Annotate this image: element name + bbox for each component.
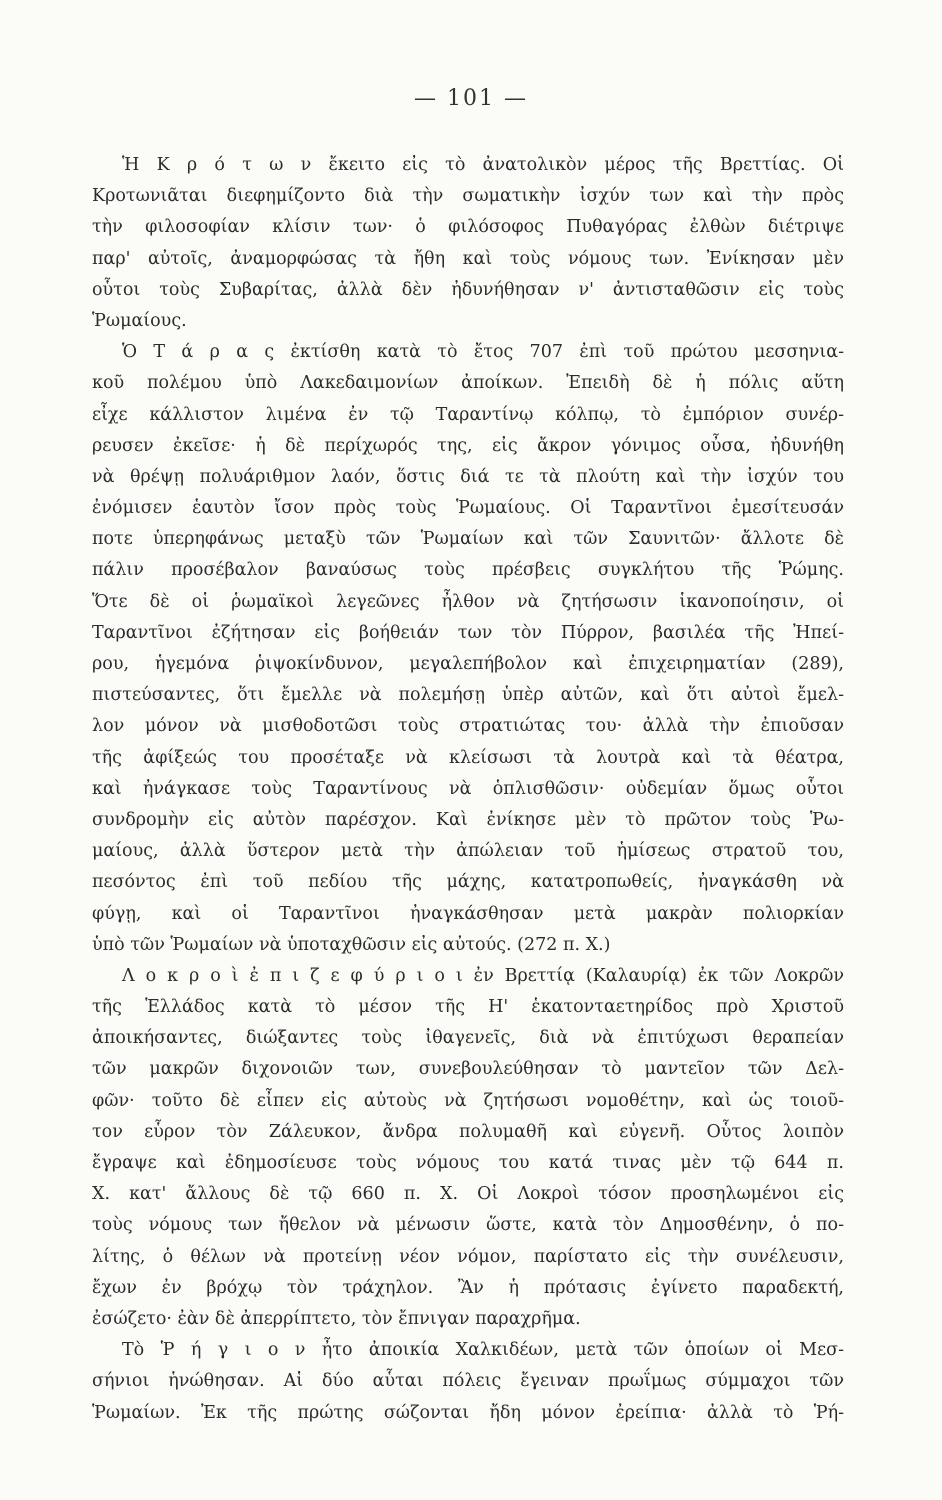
text-line: ὑπὸ τῶν Ῥωμαίων νὰ ὑποταχθῶσιν εἰς αὐτούς. (272 π. Χ.) [92,934,611,955]
text-line: πιστεύσαντες, ὅτι ἔμελλε νὰ πολεμήσῃ ὑπὲρ αὐτῶν, καὶ ὅτι αὐτοὶ ἔμελ- [92,685,844,706]
text-line: πάλιν προσέβαλον βαναύσως τοὺς πρέσβεις συγκλήτου τῆς Ῥώμης. [92,560,844,581]
text-line: ἐσώζετο· ἐὰν δὲ ἀπερρίπτετο, τὸν ἔπνιγαν παραχρῆμα. [92,1308,581,1329]
text-line: συνδρομὴν εἰς αὐτὸν παρέσχον. Καὶ ἐνίκησε μὲν τὸ πρῶτον τοὺς Ῥω- [92,809,844,830]
text-line: ἔχων ἐν βρόχῳ τὸν τράχηλον. Ἂν ἡ πρότασις ἐγίνετο παραδεκτή, [92,1277,844,1298]
text-line: τον εὗρον τὸν Ζάλευκον, ἄνδρα πολυμαθῆ καὶ εὐγενῆ. Οὗτος λοιπὸν [92,1121,844,1142]
text-line: πεσόντος ἐπὶ τοῦ πεδίου τῆς μάχης, κατατροπωθείς, ἠναγκάσθη νὰ [92,872,844,893]
text-line: Ῥωμαίων. Ἐκ τῆς πρώτης σώζονται ἤδη μόνον ἐρείπια· ἀλλὰ τὸ Ῥή- [92,1402,844,1423]
text-line: Ἡ Κ ρ ό τ ω ν ἔκειτο εἰς τὸ ἀνατολικὸν μέρος τῆς Βρεττίας. Οἱ [122,155,844,175]
text-line: Χ. κατ' ἄλλους δὲ τῷ 660 π. Χ. Οἱ Λοκροὶ τόσον προσηλωμένοι εἰς [92,1184,844,1205]
text-line: λίτης, ὁ θέλων νὰ προτείνῃ νέον νόμον, παρίστατο εἰς τὴν συνέλευσιν, [92,1246,844,1267]
text-line: Λ ο κ ρ ο ὶ ἐ π ι ζ ε φ ύ ρ ι ο ι ἐν Βρεττίᾳ (Καλαυρίᾳ) ἐκ τῶν Λοκρῶν [122,965,844,986]
text-line: ἔγραψε καὶ ἐδημοσίευσε τοὺς νόμους του κατά τινας μὲν τῷ 644 π. [92,1153,844,1173]
text-line: κοῦ πολέμου ὑπὸ Λακεδαιμονίων ἀποίκων. Ἐπειδὴ δὲ ἡ πόλις αὕτη [92,373,844,394]
text-line: ρευσεν ἐκεῖσε· ἡ δὲ περίχωρός της, εἰς ἄκρον γόνιμος οὖσα, ἠδυνήθη [92,435,844,456]
text-line: νὰ θρέψῃ πολυάριθμον λαόν, ὅστις διά τε τὰ πλούτη καὶ τὴν ἰσχύν του [92,466,844,487]
text-line: φύγῃ, καὶ οἱ Ταραντῖνοι ἠναγκάσθησαν μετὰ μακρὰν πολιορκίαν [92,903,844,924]
text-line: Τὸ Ῥ ή γ ι ο ν ἦτο ἀποικία Χαλκιδέων, μετὰ τῶν ὁποίων οἱ Μεσ- [122,1340,844,1361]
text-line: καὶ ἠνάγκασε τοὺς Ταραντίνους νὰ ὁπλισθῶσιν· οὐδεμίαν ὅμως οὗτοι [92,778,844,799]
body-text [92,150,844,1429]
text-line: ποτε ὑπερηφάνως μεταξὺ τῶν Ῥωμαίων καὶ τῶν Σαυνιτῶν· ἄλλοτε δὲ [92,529,844,550]
text-line: ἀποικήσαντες, διώξαντες τοὺς ἰθαγενεῖς, διὰ νὰ ἐπιτύχωσι θεραπείαν [92,1028,844,1049]
text-line: τὴν φιλοσοφίαν κλίσιν των· ὁ φιλόσοφος Πυθαγόρας ἐλθὼν διέτριψε [92,217,844,238]
text-line: τῆς Ἑλλάδος κατὰ τὸ μέσον τῆς Η' ἑκατονταετηρίδος πρὸ Χριστοῦ [92,997,844,1018]
text-line: τῶν μακρῶν διχονοιῶν των, συνεβουλεύθησαν τὸ μαντεῖον τῶν Δελ- [92,1059,844,1080]
text-line: τοὺς νόμους των ἤθελον νὰ μένωσιν ὥστε, κατὰ τὸν Δημοσθένην, ὁ πο- [92,1215,844,1236]
text-line: Ῥωμαίους. [92,310,187,331]
text-line: εἶχε κάλλιστον λιμένα ἐν τῷ Ταραντίνῳ κόλπῳ, τὸ ἐμπόριον συνέρ- [92,404,844,425]
text-line: φῶν· τοῦτο δὲ εἶπεν εἰς αὐτοὺς νὰ ζητήσωσι νομοθέτην, καὶ ὡς τοιοῦ- [92,1090,844,1111]
text-line: λον μόνον νὰ μισθοδοτῶσι τοὺς στρατιώτας του· ἀλλὰ τὴν ἐπιοῦσαν [92,716,844,737]
text-line: παρ' αὐτοῖς, ἀναμορφώσας τὰ ἤθη καὶ τοὺς νόμους των. Ἐνίκησαν μὲν [92,248,844,269]
text-line: τῆς ἀφίξεώς του προσέταξε νὰ κλείσωσι τὰ λουτρὰ καὶ τὰ θέατρα, [92,747,844,768]
text-line: Ταραντῖνοι ἐζήτησαν εἰς βοήθειάν των τὸν Πύρρον, βασιλέα τῆς Ἠπεί- [92,622,844,643]
text-line: μαίους, ἀλλὰ ὕστερον μετὰ τὴν ἀπώλειαν τοῦ ἡμίσεως στρατοῦ του, [92,841,844,862]
text-line: σήνιοι ἡνώθησαν. Αἱ δύο αὗται πόλεις ἔγειναν πρωΐμως σύμμαχοι τῶν [92,1371,844,1392]
text-line: Ὅτε δὲ οἱ ῥωμαϊκοὶ λεγεῶνες ἦλθον νὰ ζητήσωσιν ἱκανοποίησιν, οἱ [92,591,844,612]
page-number: — 101 — [414,86,528,111]
text-line: Ὁ Τ ά ρ α ς ἐκτίσθη κατὰ τὸ ἔτος 707 ἐπὶ τοῦ πρώτου μεσσηνια- [122,342,844,363]
text-line: Κροτωνιᾶται διεφημίζοντο διὰ τὴν σωματικὴν ἰσχύν των καὶ τὴν πρὸς [92,186,844,207]
text-line: ἐνόμισεν ἑαυτὸν ἴσον πρὸς τοὺς Ῥωμαίους. Οἱ Ταραντῖνοι ἐμεσίτευσάν [92,498,844,519]
text-line: οὗτοι τοὺς Συβαρίτας, ἀλλὰ δὲν ἠδυνήθησαν ν' ἀντισταθῶσιν εἰς τοὺς [92,279,844,300]
text-line: ρου, ἡγεμόνα ῥιψοκίνδυνον, μεγαλεπήβολον καὶ ἐπιχειρηματίαν (289), [92,654,844,674]
